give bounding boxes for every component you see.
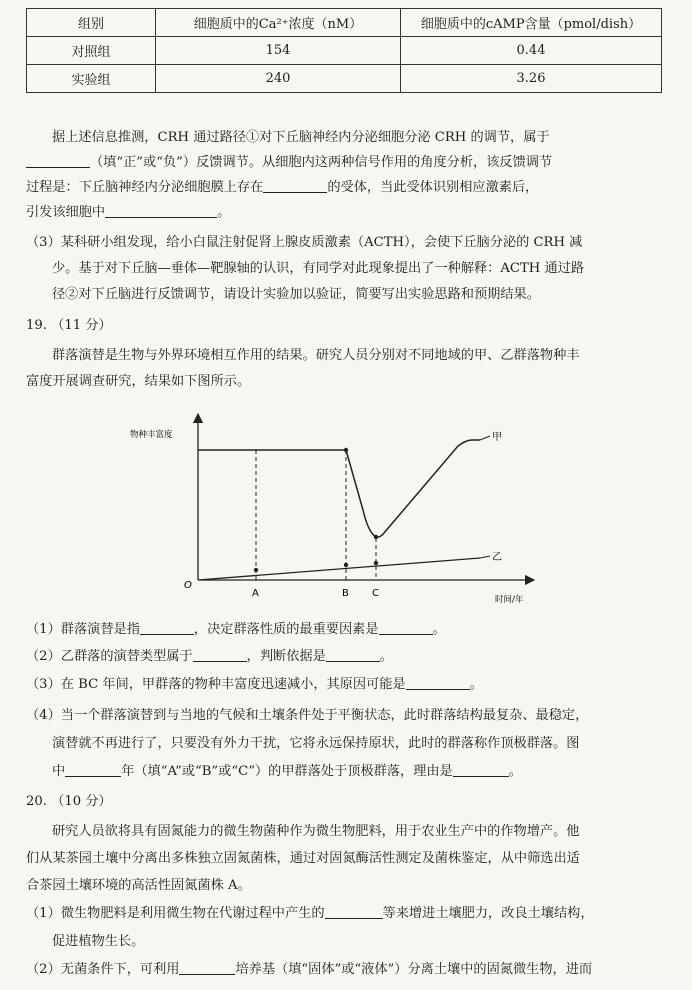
q19-header: 19. （11 分） xyxy=(26,318,112,333)
table-cell: 0.44 xyxy=(401,37,662,65)
table-header: 细胞质中的Ca²⁺浓度（nM） xyxy=(156,9,401,37)
q20-intro-line: 研究人员欲将具有固氮能力的微生物菌种作为微生物肥料，用于农业生产中的作物增产。他 xyxy=(52,824,580,839)
q20-header: 20. （10 分） xyxy=(26,794,112,809)
series-jia-label: 甲 xyxy=(492,432,502,443)
q18-sub3-line: 少。基于对下丘脑—垂体—靶腺轴的认识，有同学对此现象提出了一种解释：ACTH 通过路 xyxy=(52,261,585,276)
q18-para-line: 引发该细胞中 。 xyxy=(26,205,231,220)
q20-intro-line: 们从某茶园土壤中分离出多株独立固氮菌株，通过对固氮酶活性测定及菌株鉴定，从中筛选出适 xyxy=(26,851,580,866)
answer-blank[interactable] xyxy=(325,904,383,919)
q19-sub3: （3）在 BC 年间，甲群落的物种丰富度迅速减小，其原因可能是 。 xyxy=(26,677,483,692)
origin-label: O xyxy=(184,580,192,591)
q20-sub2: （2）无菌条件下，可利用 培养基（填“固体”或“液体”）分离土壤中的固氮微生物，进而 xyxy=(26,962,593,977)
table-row xyxy=(27,37,662,65)
answer-blank[interactable] xyxy=(140,620,194,635)
q19-intro-line: 群落演替是生物与外界环境相互作用的结果。研究人员分别对不同地域的甲、乙群落物种丰 xyxy=(52,348,580,363)
answer-blank[interactable] xyxy=(193,647,247,662)
richness-chart xyxy=(130,410,538,610)
q19-sub4-line: 中 年（填“A”或“B”或“C”）的甲群落处于顶极群落，理由是 。 xyxy=(52,764,522,779)
point-a xyxy=(254,568,258,572)
table-cell: 3.26 xyxy=(401,65,662,93)
table-header: 组别 xyxy=(27,9,156,37)
answer-blank[interactable] xyxy=(263,178,327,193)
table-cell: 154 xyxy=(156,37,401,65)
series-yi-leader xyxy=(480,556,490,558)
x-mark-c: C xyxy=(372,588,379,599)
table-cell: 实验组 xyxy=(27,65,156,93)
q19-sub1: （1）群落演替是指 ，决定群落性质的最重要因素是 。 xyxy=(26,622,446,637)
q18-para-line: （填“正”或“负”）反馈调节。从细胞内这两种信号作用的角度分析，该反馈调节 xyxy=(26,153,552,173)
q18-para-line: 据上述信息推测，CRH 通过路径①对下丘脑神经内分泌细胞分泌 CRH 的调节，属于 xyxy=(52,130,550,145)
answer-blank[interactable] xyxy=(65,762,121,777)
point-b xyxy=(344,448,348,452)
table-header-row xyxy=(27,9,662,37)
x-axis-label: 时间/年 xyxy=(495,595,524,605)
q20-sub1: （1）微生物肥料是利用微生物在代谢过程中产生的 等来增进土壤肥力，改良土壤结构， xyxy=(26,906,594,921)
q19-intro-line: 富度开展调查研究，结果如下图所示。 xyxy=(26,374,251,389)
q18-sub3-line: 径②对下丘脑进行反馈调节，请设计实验加以验证，简要写出实验思路和预期结果。 xyxy=(52,287,540,302)
q19-sub2: （2）乙群落的演替类型属于 ，判断依据是 。 xyxy=(26,649,393,664)
q19-sub4-line: （4）当一个群落演替到与当地的气候和土壤条件处于平衡状态，此时群落结构最复杂、最稳定， xyxy=(26,708,589,723)
series-jia-leader xyxy=(480,436,490,440)
x-mark-b: B xyxy=(342,588,349,599)
table-row xyxy=(27,65,662,93)
point-b-low xyxy=(344,563,348,567)
answer-blank[interactable] xyxy=(26,153,90,168)
table-header: 细胞质中的cAMP含量（pmol/dish） xyxy=(401,9,662,37)
q20-intro-line: 合茶园土壤环境的高活性固氮菌株 A。 xyxy=(26,878,251,893)
answer-blank[interactable] xyxy=(326,647,380,662)
x-mark-a: A xyxy=(252,588,259,599)
data-table xyxy=(26,8,662,93)
answer-blank[interactable] xyxy=(453,762,509,777)
answer-blank[interactable] xyxy=(406,675,470,690)
q18-sub3-line: （3）某科研小组发现，给小白鼠注射促肾上腺皮质激素（ACTH），会使下丘脑分泌的 CRH 减 xyxy=(26,235,583,250)
series-yi-line xyxy=(198,558,480,580)
series-jia-line xyxy=(198,440,480,537)
point-c-low xyxy=(374,561,378,565)
answer-blank[interactable] xyxy=(379,620,433,635)
table-cell: 对照组 xyxy=(27,37,156,65)
q19-sub4-line: 演替就不再进行了，只要没有外力干扰，它将永远保持原状，此时的群落称作顶极群落。图 xyxy=(52,736,580,751)
series-yi-label: 乙 xyxy=(492,552,502,563)
answer-blank[interactable] xyxy=(105,203,217,218)
point-c xyxy=(374,535,378,539)
table-cell: 240 xyxy=(156,65,401,93)
q20-sub1-cont: 促进植物生长。 xyxy=(52,934,145,949)
y-axis-label: 物种丰富度 xyxy=(130,430,173,440)
answer-blank[interactable] xyxy=(179,960,235,975)
q18-para-line: 过程是：下丘脑神经内分泌细胞膜上存在 的受体，当此受体识别相应激素后， xyxy=(26,180,539,195)
